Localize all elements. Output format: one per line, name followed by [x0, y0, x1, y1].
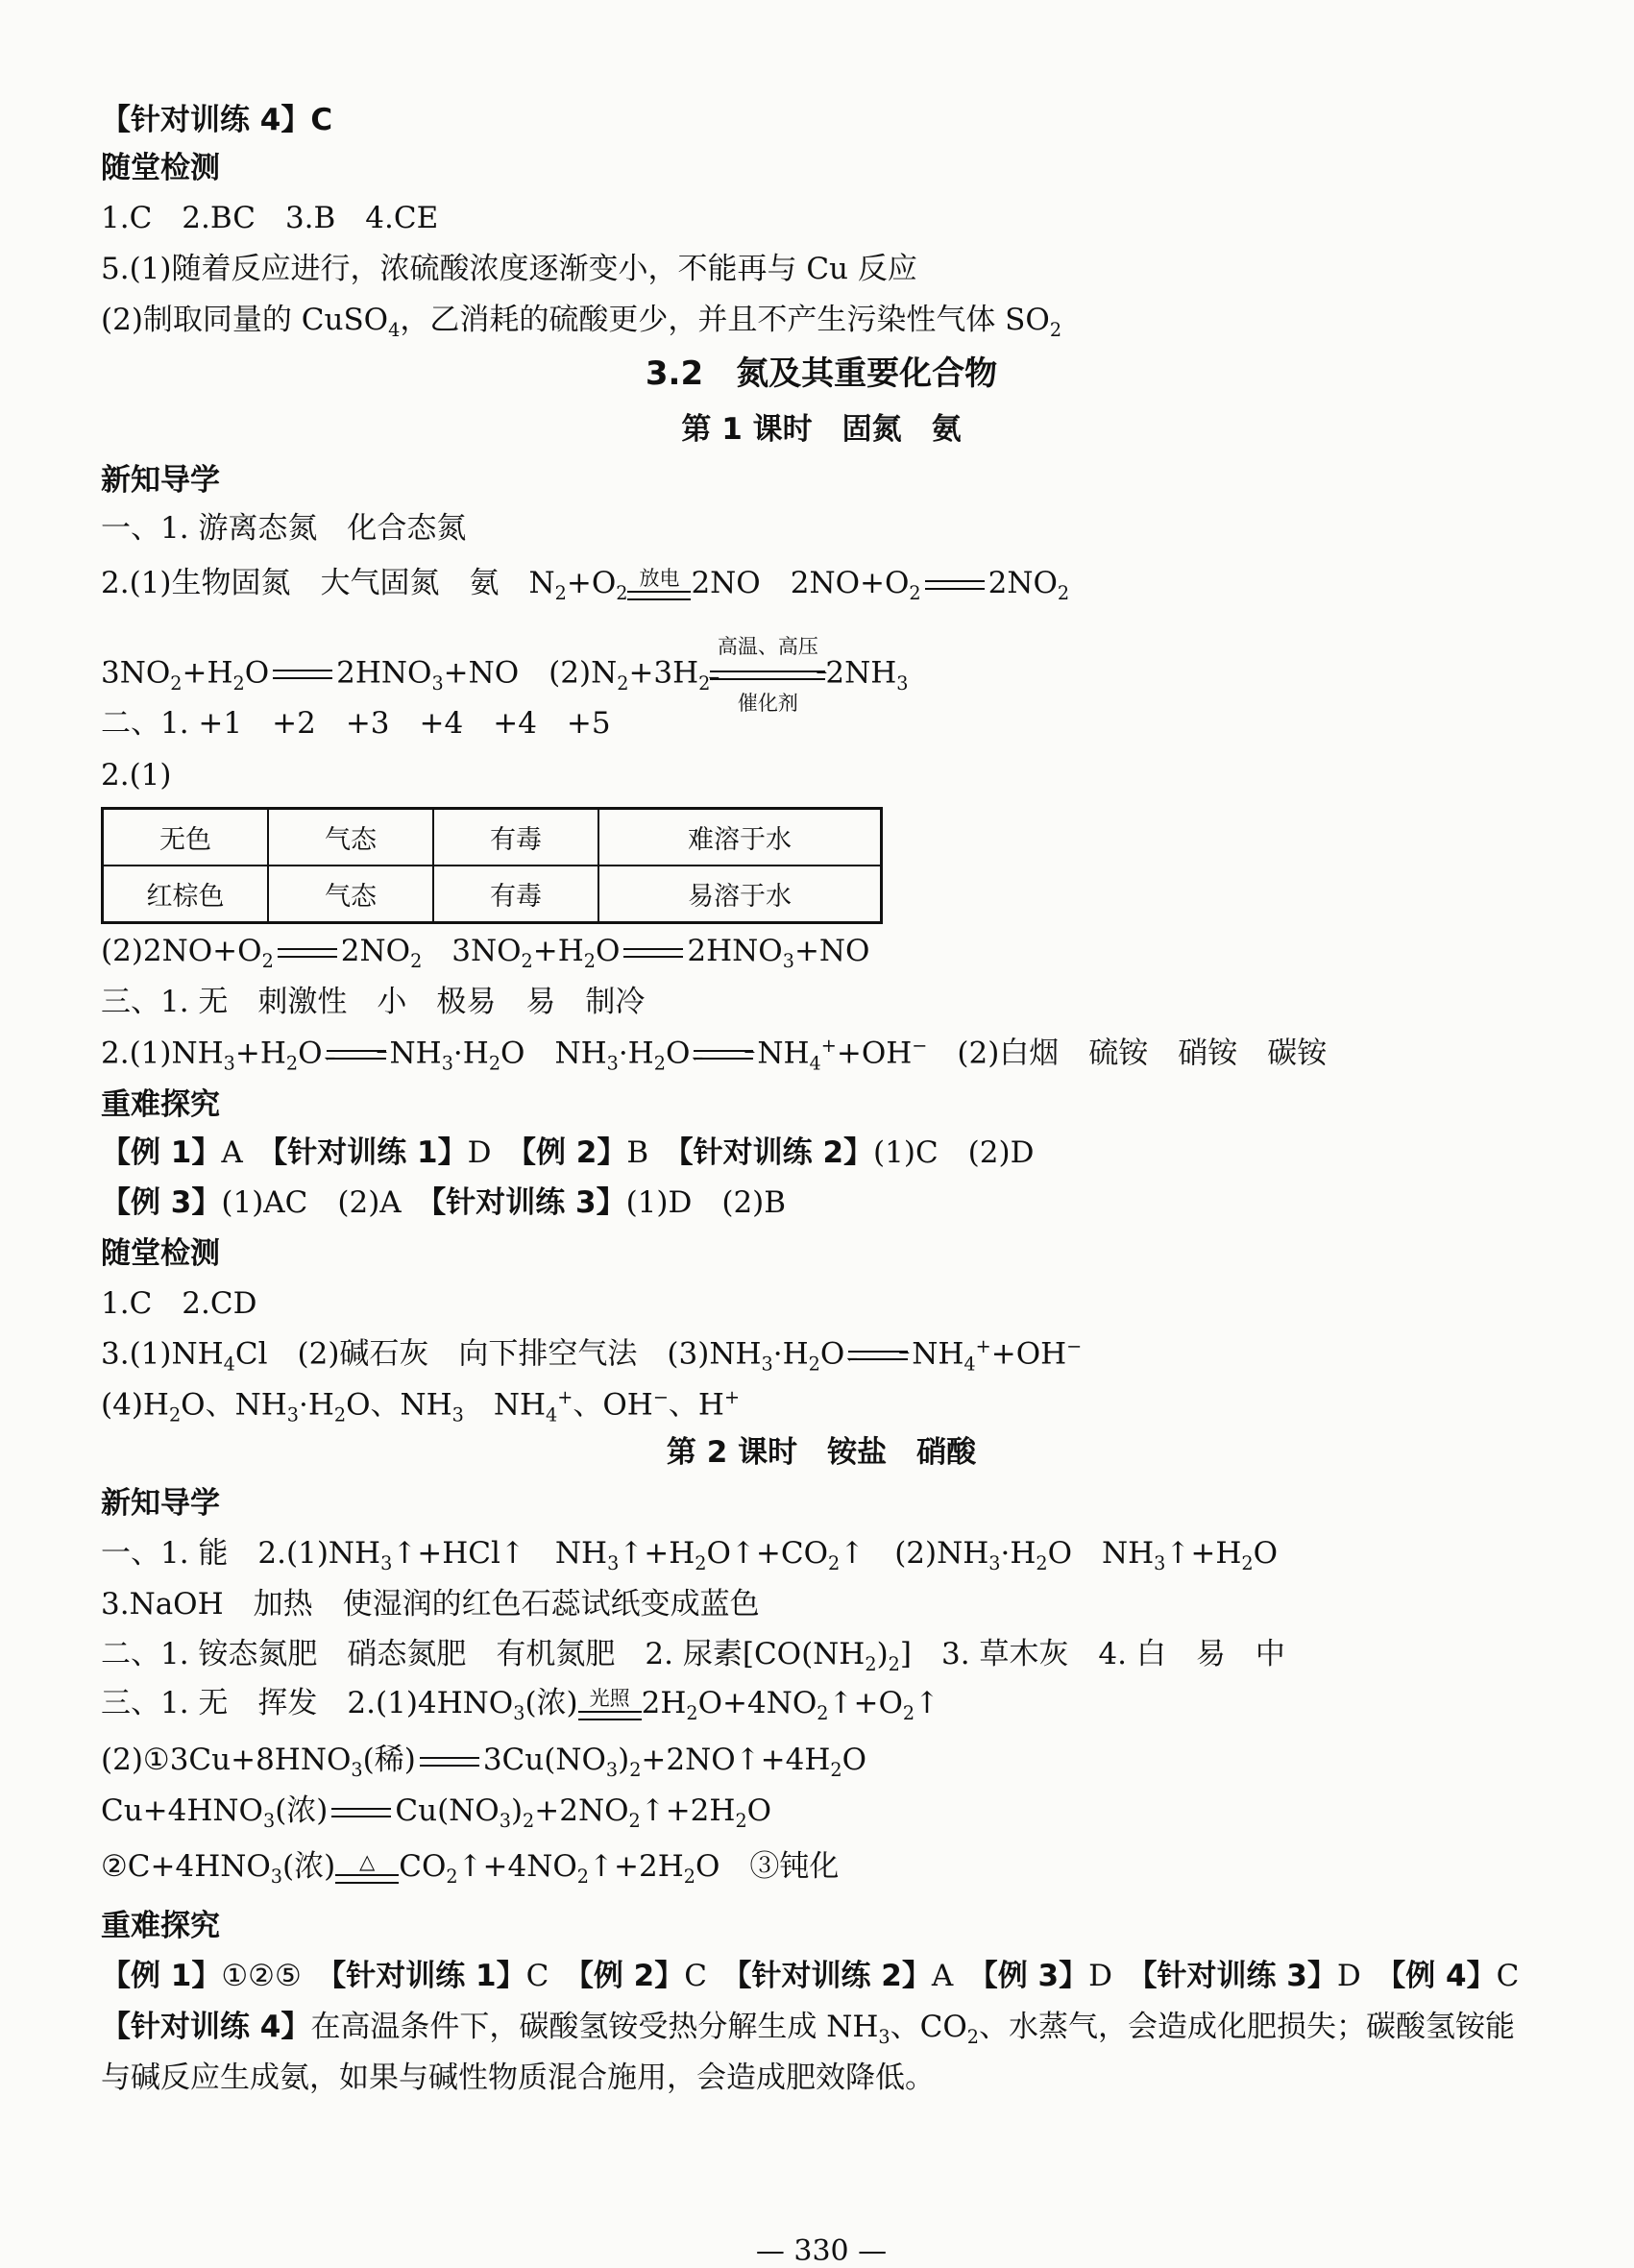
lesson-title-1: 第 1 课时 固氮 氨	[681, 412, 962, 447]
answer-1-3: $3NO_2+H_2O$ $2HNO_3+NO$ $(2)N_2+3H_2$ 高温、高压 ⇀ ↽ 催化剂 $2NH_3$	[101, 635, 909, 715]
table-cell: 无色	[103, 809, 269, 866]
b-answer-2: 二、1. 铵态氮肥 硝态氮肥 有机氮肥 2. 尿素$[CO(NH_2)_2]$ 3. 草木灰 4. 白 易 中	[101, 1637, 1285, 1676]
section-title-3-2: 3.2 氮及其重要化合物	[645, 354, 998, 393]
section-heading-quiz: 随堂检测	[101, 151, 220, 185]
answer-2-2b: $(2)2NO+O_2$ $2NO_2$ $3NO_2+H_2O$ $2HNO_3+NO$	[101, 934, 870, 973]
quiz2-answer-3: $3.(1)NH_4Cl$ (2)碱石灰 向下排空气法 $(3)NH_3\cdot H_2O$ ⇀ ↽ $NH_4^++OH^-$	[101, 1335, 1083, 1376]
b-answer-3-2b: $Cu+4HNO_3$(浓) $Cu(NO_3)_2+2NO_2↑+2H_2O$	[101, 1793, 772, 1833]
key-answers-2: 【例 3】(1)AC (2)A 【针对训练 3】(1)D (2)B	[101, 1185, 787, 1220]
quiz-answers: 1.C 2.BC 3.B 4.CE	[101, 201, 439, 235]
b-answer-3: 三、1. 无 挥发 $2.(1)4HNO_3$(浓) 光照 $2H_2O+4NO_2↑+O_2↑$	[101, 1686, 940, 1725]
page-number: — 330 —	[755, 2234, 888, 2268]
table-row	[103, 809, 882, 866]
key-answers-1: 【例 1】A 【针对训练 1】D 【例 2】B 【针对训练 2】(1)C (2)D	[101, 1135, 1035, 1170]
answer-3-1: 三、1. 无 刺激性 小 极易 易 制冷	[101, 985, 646, 1019]
answer-3-2: $2.(1)NH_3+H_2O$ ⇀ ↽ $NH_3\cdot H_2O$ $NH_3\cdot H_2O$ ⇀ ↽ $NH_4^++OH^-$ (2)白烟 硫铵 硝铵 碳铵	[101, 1035, 1328, 1075]
answer-1-2: 2.(1)生物固氮 大气固氮 氨 $N_2+O_2$ 放电 2NO $2NO+O_2$ $2NO_2$	[101, 566, 1070, 605]
section-heading-quiz-2: 随堂检测	[101, 1236, 220, 1271]
table-cell: 难溶于水	[598, 809, 882, 866]
answer-2-1: 二、1. +1 +2 +3 +4 +4 +5	[101, 706, 611, 741]
answer-5-2: (2)制取同量的 CuSO$_4$，乙消耗的硫酸更少，并且不产生污染性气体 $SO_2$	[101, 303, 1062, 342]
table-cell: 气态	[268, 809, 433, 866]
line-training-4: 【针对训练 4】C	[101, 103, 333, 137]
nitrogen-oxide-properties-table	[101, 807, 883, 924]
table-cell: 有毒	[433, 866, 598, 923]
section-heading-key-points-2: 重难探究	[101, 1909, 220, 1943]
answer-5-1: 5.(1)随着反应进行，浓硫酸浓度逐渐变小，不能再与 Cu 反应	[101, 252, 917, 286]
section-heading-key-points: 重难探究	[101, 1087, 220, 1122]
b-training-4-line1: 【针对训练 4】在高温条件下，碳酸氢铵受热分解生成 $NH_3$、$CO_2$、水蒸气，会造成化肥损失；碳酸氢铵能	[101, 2010, 1515, 2049]
b-key-answers: 【例 1】①②⑤ 【针对训练 1】C 【例 2】C 【针对训练 2】A 【例 3】D 【针对训练 3】D 【例 4】C	[101, 1959, 1520, 1993]
b-training-4-line2: 与碱反应生成氨，如果与碱性物质混合施用，会造成肥效降低。	[101, 2061, 935, 2095]
b-answer-3-2: $(2)①3Cu+8HNO_3$(稀) $3Cu(NO_3)_2+2NO↑+4H_2O$	[101, 1743, 866, 1782]
quiz2-answer-3-4: $(4)H_2O$、$NH_3\cdot H_2O$、$NH_3$ $NH_4^+$、OH−、H+	[101, 1386, 741, 1427]
b-answer-3-2c: $②C+4HNO_3$(浓) △ $CO_2↑+4NO_2↑+2H_2O$ ③钝化	[101, 1849, 840, 1889]
b-answer-1: 一、1. 能 $2.(1)NH_3↑+HCl↑$ $NH_3↑+H_2O↑+CO_2↑$ $(2)NH_3\cdot H_2O$ $NH_3↑+H_2O$	[101, 1536, 1279, 1575]
answer-1-1: 一、1. 游离态氮 化合态氮	[101, 511, 467, 546]
section-heading-new-knowledge: 新知导学	[101, 463, 220, 498]
table-cell: 气态	[268, 866, 433, 923]
b-answer-1-3: 3.NaOH 加热 使湿润的红色石蕊试纸变成蓝色	[101, 1587, 760, 1622]
table-cell: 易溶于水	[598, 866, 882, 923]
table-cell: 有毒	[433, 809, 598, 866]
quiz2-answers: 1.C 2.CD	[101, 1286, 257, 1321]
table-row	[103, 866, 882, 923]
lesson-title-2: 第 2 课时 铵盐 硝酸	[666, 1435, 977, 1470]
answer-2-2: 2.(1)	[101, 758, 172, 793]
section-heading-new-knowledge-2: 新知导学	[101, 1486, 220, 1521]
table-cell: 红棕色	[103, 866, 269, 923]
